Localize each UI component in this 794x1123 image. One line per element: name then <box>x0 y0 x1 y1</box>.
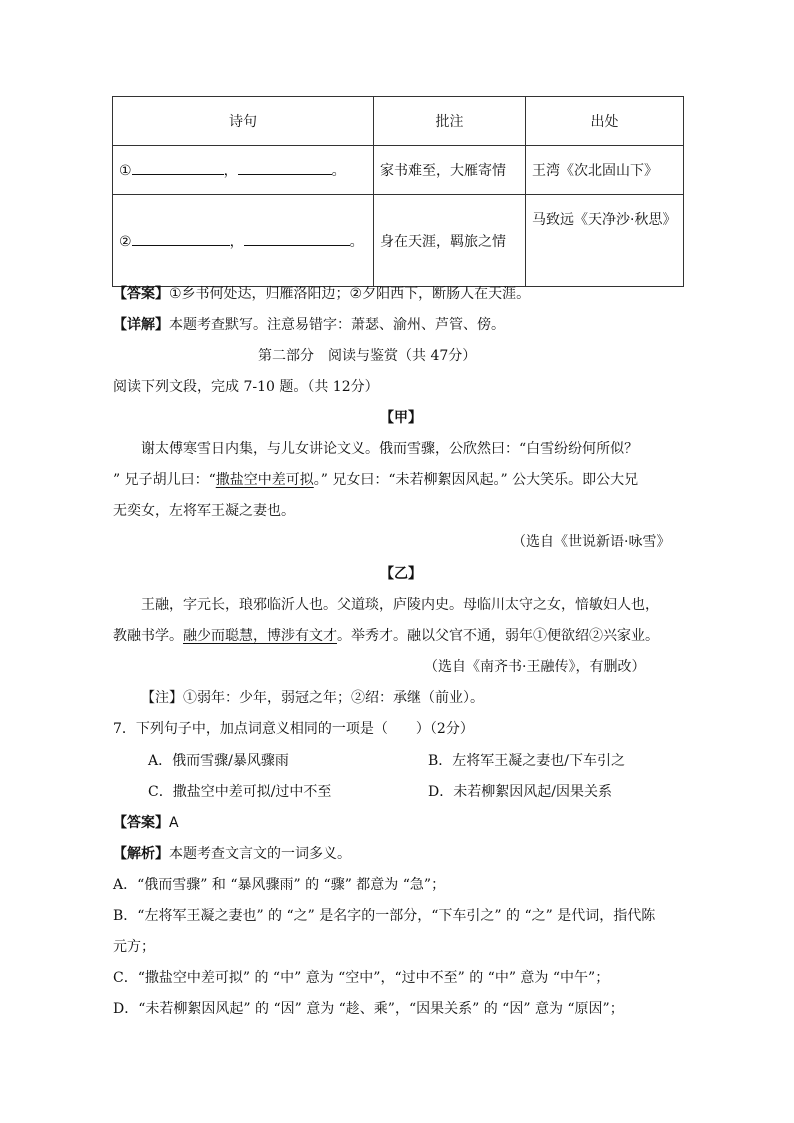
jia-line-2 <box>113 469 638 489</box>
header-cell: 诗句 <box>113 97 374 146</box>
answer-1 <box>113 283 530 303</box>
option-a: A．俄而雪骤/暴风骤雨 <box>148 753 289 769</box>
table-row <box>113 195 684 287</box>
answer-tag: 【答案】 <box>113 815 169 831</box>
answer-text: ①乡书何处达，归雁洛阳边；②夕阳西下，断肠人在天涯。 <box>169 286 531 302</box>
source-cell: 王湾《次北固山下》 <box>526 146 684 195</box>
separator: ， <box>223 163 238 179</box>
option-b: B．左将军王凝之妻也/下车引之 <box>428 753 626 769</box>
jia-source: （选自《世说新语·咏雪》 <box>512 534 671 550</box>
yi-line-2 <box>113 625 659 645</box>
detail-text: 本题考查默写。注意易错字：萧瑟、渝州、芦管、傍。 <box>169 317 505 333</box>
separator: 。 <box>349 233 364 250</box>
underlined-sentence: 撒盐空中差可拟 <box>215 472 314 488</box>
underlined-sentence: 融少而聪慧，博涉有文才 <box>183 628 337 644</box>
analysis-line: D．“未若柳絮因风起” 的 “因” 意为 “趁、乘”，“因果关系” 的 “因” 意为 “原因”； <box>113 1001 624 1017</box>
option-d: D．未若柳絮因风起/因果关系 <box>428 784 612 800</box>
answer-tag: 【答案】 <box>113 286 169 302</box>
note-cell: 家书难至，大雁寄情 <box>374 146 526 195</box>
yi-line-1: 王融，字元长，琅邪临沂人也。父道琰，庐陵内史。母临川太守之女，愔敏妇人也， <box>141 597 659 613</box>
yi-note: 【注】①弱年：少年，弱冠之年；②绍：承继（前业）。 <box>141 690 484 706</box>
option-c: C．撒盐空中差可拟/过中不至 <box>148 784 332 800</box>
section-title: 第二部分 阅读与鉴赏（共 47分） <box>258 348 477 364</box>
jia-line-1: 谢太傅寒雪日内集，与儿女讲论文义。俄而雪骤，公欣然曰：“白雪纷纷何所似？ <box>141 441 639 457</box>
analysis-line: C．“撒盐空中差可拟” 的 “中” 意为 “空中”，“过中不至” 的 “中” 意为 “中午”； <box>113 970 610 986</box>
blank-line[interactable] <box>238 162 332 175</box>
verse-cell <box>113 146 374 195</box>
detail-1 <box>113 314 505 334</box>
analysis-tag: 【解析】 <box>113 846 169 862</box>
source-cell: 马致远《天净沙·秋思》 <box>526 195 684 287</box>
detail-tag: 【详解】 <box>113 317 169 333</box>
header-cell: 出处 <box>526 97 684 146</box>
separator: ， <box>229 233 244 250</box>
yi-source: （选自《南齐书·王融传》，有删改） <box>424 659 646 675</box>
text: 教融书学。 <box>113 628 183 644</box>
analysis-line: B．“左将军王凝之妻也” 的 “之” 是名字的一部分，“下车引之” 的 “之” 是代词，指代陈 <box>113 908 656 924</box>
answer-text: A <box>169 815 179 831</box>
header-cell: 批注 <box>374 97 526 146</box>
table-header-row <box>113 97 684 146</box>
table-row <box>113 146 684 195</box>
separator: 。 <box>331 163 346 179</box>
text: ” 兄子胡儿曰：“ <box>113 472 216 488</box>
question-7-stem: 7．下列句子中，加点词意义相同的一项是（ ）（2分） <box>113 721 474 737</box>
passage-yi-label: 【乙】 <box>380 566 422 582</box>
analysis-line: 元方； <box>113 939 155 955</box>
row-number: ① <box>119 163 132 179</box>
analysis-line: A．“俄而雪骤” 和 “暴风骤雨” 的 “骤” 都意为 “急”； <box>113 877 446 893</box>
poem-table <box>112 96 684 287</box>
note-cell: 身在天涯，羁旅之情 <box>374 195 526 287</box>
verse-cell <box>113 195 374 287</box>
reading-instruction: 阅读下列文段，完成 7-10 题。（共 12分） <box>113 379 379 395</box>
jia-line-3: 无奕女，左将军王凝之妻也。 <box>113 503 295 519</box>
blank-line[interactable] <box>244 233 350 246</box>
blank-line[interactable] <box>132 162 224 175</box>
text: 。” 兄女曰：“未若柳絮因风起。” 公大笑乐。即公大兄 <box>313 472 639 488</box>
analysis-text: 本题考查文言文的一词多义。 <box>169 846 351 862</box>
answer-2 <box>113 812 179 832</box>
text: 。举秀才。融以父官不通，弱年①便欲绍②兴家业。 <box>337 628 659 644</box>
passage-jia-label: 【甲】 <box>380 410 422 426</box>
blank-line[interactable] <box>132 233 230 246</box>
analysis <box>113 843 351 863</box>
row-number: ② <box>119 233 132 250</box>
